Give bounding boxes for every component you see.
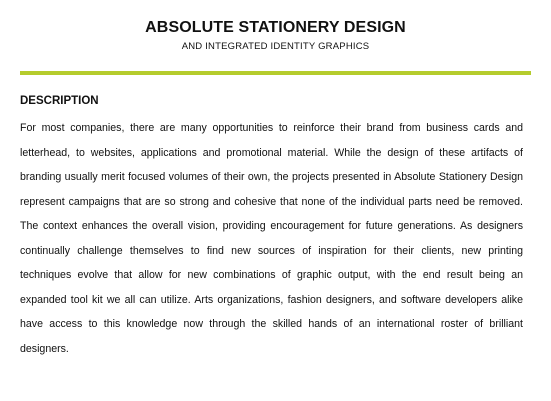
header-divider [20, 71, 531, 75]
description-paragraph: For most companies, there are many opportunities to reinforce their brand from business cards and letterhead, to websites, applications and promotional material. While the design of these artifacts of branding usually merit focused volumes of their own, the projects presented in Absolute Stationery Design represent campaigns that are so strong and cohesive that none of the individual parts need be removed. The context enhances the overall vision, providing encouragement for future generations. As designers continually challenge themselves to find new sources of inspiration for their clients, new printing techniques evolve that allow for new combinations of graphic output, with the end result being an expanded tool kit we all can utilize. Arts organizations, fashion designers, and software developers alike have access to this knowledge now through the skilled hands of an international roster of brilliant designers. [20, 122, 523, 355]
page-subtitle: AND INTEGRATED IDENTITY GRAPHICS [181, 41, 370, 52]
page-title: ABSOLUTE STATIONERY DESIGN [145, 19, 406, 36]
section-heading-description: DESCRIPTION [20, 95, 99, 107]
